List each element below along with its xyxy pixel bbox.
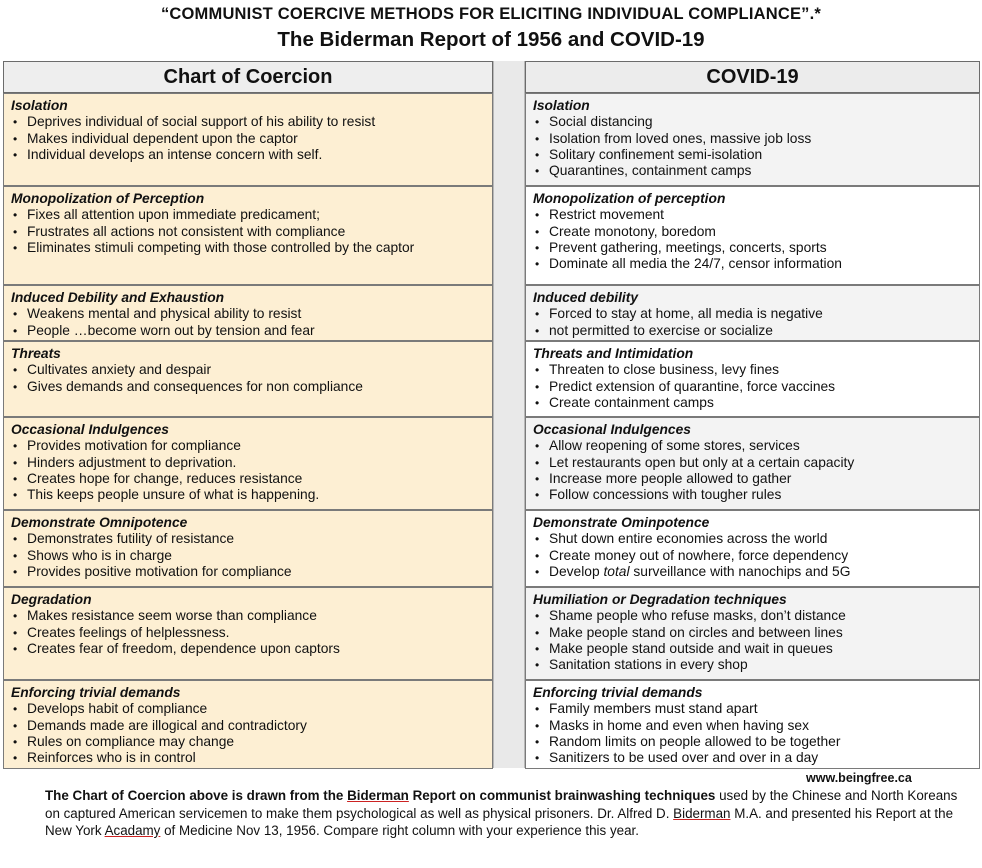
list-item: • Fixes all attention upon immediate predicament; xyxy=(11,207,492,223)
list-item: • Rules on compliance may change xyxy=(11,734,492,750)
list-item: • Shows who is in charge xyxy=(11,548,492,564)
list-item: • Creates fear of freedom, dependence upon captors xyxy=(11,641,492,657)
list-item: • Creates hope for change, reduces resistance xyxy=(11,471,492,487)
list-item: • Restrict movement xyxy=(533,207,979,223)
section-title: Monopolization of perception xyxy=(533,191,726,206)
right-column-header: COVID-19 xyxy=(525,61,980,93)
list-item: • Family members must stand apart xyxy=(533,701,979,717)
footer-text-8: of Medicine Nov 13, 1956. Compare right column with your experience this year. xyxy=(160,823,639,838)
section-title: Occasional Indulgences xyxy=(533,422,691,437)
list-item: • Hinders adjustment to deprivation. xyxy=(11,455,492,471)
list-item: • Cultivates anxiety and despair xyxy=(11,362,492,378)
footer-text-3: Report on communist brainwashing techniques xyxy=(408,788,716,803)
section-2 xyxy=(525,186,980,285)
section-5 xyxy=(3,417,493,510)
section-title: Isolation xyxy=(11,98,68,113)
section-title: Occasional Indulgences xyxy=(11,422,169,437)
list-item: • Provides motivation for compliance xyxy=(11,438,492,454)
section-5 xyxy=(525,417,980,510)
list-item: • Develops habit of compliance xyxy=(11,701,492,717)
list-item: • Allow reopening of some stores, services xyxy=(533,438,979,454)
website-credit: www.beingfree.ca xyxy=(806,771,912,785)
footer-text-4: used by the Chinese and North Koreans on captured American servicemen to make them psychological as well as physical prisoners. Dr. Alfred D. xyxy=(45,788,958,821)
section-6 xyxy=(3,510,493,587)
list-item: • Create money out of nowhere, force dependency xyxy=(533,548,979,564)
section-1 xyxy=(525,93,980,186)
list-item: • Let restaurants open but only at a certain capacity xyxy=(533,455,979,471)
list-item: • Makes individual dependent upon the captor xyxy=(11,131,492,147)
list-item: • Reinforces who is in control xyxy=(11,750,492,766)
list-item: • Individual develops an intense concern with self. xyxy=(11,147,492,163)
list-item: • Deprives individual of social support of his ability to resist xyxy=(11,114,492,130)
list-item: • Follow concessions with tougher rules xyxy=(533,487,979,503)
right-column xyxy=(525,61,980,766)
list-item: • Quarantines, containment camps xyxy=(533,163,979,179)
list-item: • Shame people who refuse masks, don’t distance xyxy=(533,608,979,624)
list-item: • People …become worn out by tension and fear xyxy=(11,323,492,339)
list-item: • Eliminates stimuli competing with those controlled by the captor xyxy=(11,240,492,256)
column-gutter xyxy=(493,61,525,768)
list-item: • Solitary confinement semi-isolation xyxy=(533,147,979,163)
list-item: • Masks in home and even when having sex xyxy=(533,718,979,734)
list-item: • Shut down entire economies across the world xyxy=(533,531,979,547)
section-title: Threats and Intimidation xyxy=(533,346,694,361)
list-item: • Prevent gathering, meetings, concerts, sports xyxy=(533,240,979,256)
section-7 xyxy=(525,587,980,680)
list-item: • Isolation from loved ones, massive job loss xyxy=(533,131,979,147)
footer-text-5: Biderman xyxy=(673,805,731,821)
list-item: • not permitted to exercise or socialize xyxy=(533,323,979,339)
list-item: • Weakens mental and physical ability to resist xyxy=(11,306,492,322)
section-title: Enforcing trivial demands xyxy=(533,685,703,700)
section-title: Induced Debility and Exhaustion xyxy=(11,290,225,305)
list-item: • This keeps people unsure of what is happening. xyxy=(11,487,492,503)
section-title: Degradation xyxy=(11,592,92,607)
list-item: • Increase more people allowed to gather xyxy=(533,471,979,487)
footer-text-6: M.A. and presented his Report at the New York xyxy=(45,805,954,838)
list-item: • Develop total surveillance with nanochips and 5G xyxy=(533,564,979,580)
section-title: Demonstrate Omnipotence xyxy=(11,515,188,530)
list-item: • Make people stand on circles and between lines xyxy=(533,625,979,641)
section-title: Isolation xyxy=(533,98,590,113)
list-item: • Demonstrates futility of resistance xyxy=(11,531,492,547)
list-item: • Forced to stay at home, all media is negative xyxy=(533,306,979,322)
list-item: • Threaten to close business, levy fines xyxy=(533,362,979,378)
list-item: • Make people stand outside and wait in queues xyxy=(533,641,979,657)
list-item: • Creates feelings of helplessness. xyxy=(11,625,492,641)
list-item: • Create monotony, boredom xyxy=(533,224,979,240)
list-item: • Random limits on people allowed to be together xyxy=(533,734,979,750)
section-8 xyxy=(525,680,980,769)
section-6 xyxy=(525,510,980,587)
left-column-header: Chart of Coercion xyxy=(3,61,493,93)
section-4 xyxy=(3,341,493,417)
section-4 xyxy=(525,341,980,417)
section-title: Demonstrate Ominpotence xyxy=(533,515,710,530)
footer-text-7: Acadamy xyxy=(104,823,161,838)
section-8 xyxy=(3,680,493,769)
list-item: • Sanitizers to be used over and over in a day xyxy=(533,750,979,766)
page-title: “COMMUNIST COERCIVE METHODS FOR ELICITING INDIVIDUAL COMPLIANCE”.* xyxy=(160,5,822,23)
section-2 xyxy=(3,186,493,285)
list-item: • Dominate all media the 24/7, censor information xyxy=(533,256,979,272)
section-1 xyxy=(3,93,493,186)
section-7 xyxy=(3,587,493,680)
section-title: Induced debility xyxy=(533,290,639,305)
page-subtitle: The Biderman Report of 1956 and COVID-19 xyxy=(277,28,705,51)
left-column xyxy=(3,61,493,766)
section-title: Monopolization of Perception xyxy=(11,191,205,206)
list-item: • Create containment camps xyxy=(533,395,979,411)
section-title: Enforcing trivial demands xyxy=(11,685,181,700)
section-3 xyxy=(3,285,493,341)
footer-text-1: The Chart of Coercion above is drawn from the xyxy=(45,788,348,803)
list-item: • Makes resistance seem worse than compliance xyxy=(11,608,492,624)
section-title: Threats xyxy=(11,346,61,361)
list-item: • Frustrates all actions not consistent with compliance xyxy=(11,224,492,240)
list-item: • Demands made are illogical and contradictory xyxy=(11,718,492,734)
section-3 xyxy=(525,285,980,341)
footer-text-2: Biderman xyxy=(347,788,409,803)
section-title: Humiliation or Degradation techniques xyxy=(533,592,787,607)
list-item: • Social distancing xyxy=(533,114,979,130)
list-item: • Provides positive motivation for compliance xyxy=(11,564,492,580)
list-item: • Predict extension of quarantine, force vaccines xyxy=(533,379,979,395)
list-item: • Gives demands and consequences for non compliance xyxy=(11,379,492,395)
footer-note xyxy=(45,787,975,840)
list-item: • Sanitation stations in every shop xyxy=(533,657,979,673)
